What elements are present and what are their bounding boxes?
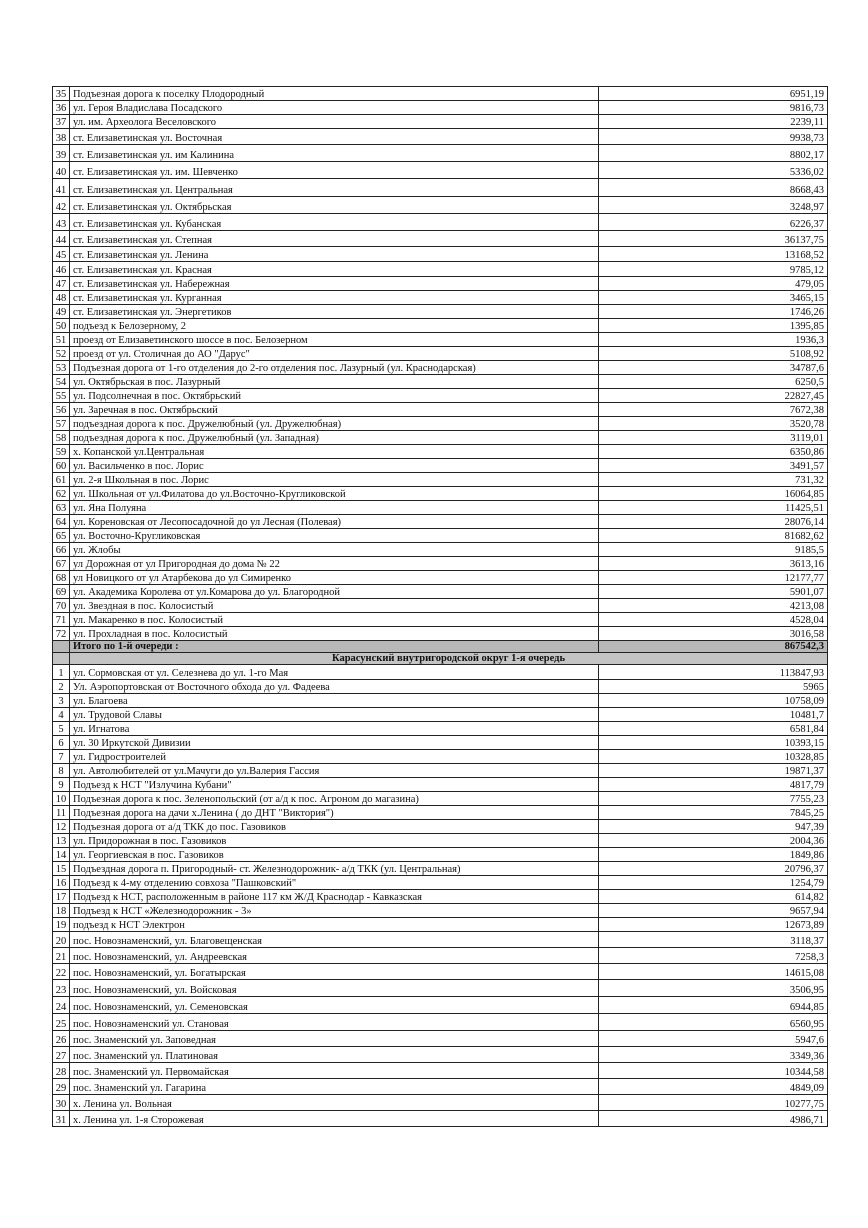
total-row: [53, 641, 828, 653]
table-row: [53, 543, 828, 557]
table-row: [53, 459, 828, 473]
table-row: [53, 862, 828, 876]
road-value: 11425,51: [599, 501, 828, 515]
road-value: 12673,89: [599, 918, 828, 932]
road-value: 6250,5: [599, 375, 828, 389]
road-value: 7258,3: [599, 948, 828, 964]
row-number: 28: [53, 1063, 70, 1079]
row-number: 71: [53, 613, 70, 627]
road-name: подъездная дорога к пос. Дружелюбный (ул. Дружелюбная): [70, 417, 599, 431]
road-value: 113847,93: [599, 665, 828, 680]
road-name: ул. Академика Королева от ул.Комарова до ул. Благородной: [70, 585, 599, 599]
row-number: 40: [53, 162, 70, 179]
road-value: 4817,79: [599, 778, 828, 792]
road-value: 9816,73: [599, 101, 828, 115]
road-name: ст. Елизаветинская ул. Кубанская: [70, 214, 599, 231]
row-number: 56: [53, 403, 70, 417]
road-value: 20796,37: [599, 862, 828, 876]
table-row: [53, 627, 828, 641]
road-name: пос. Новознаменский, ул. Благовещенская: [70, 932, 599, 948]
table-row: [53, 262, 828, 277]
road-value: 6350,86: [599, 445, 828, 459]
road-value: 947,39: [599, 820, 828, 834]
table-row: [53, 1014, 828, 1031]
road-value: 81682,62: [599, 529, 828, 543]
table-block-1: [53, 87, 828, 641]
road-value: 19871,37: [599, 764, 828, 778]
road-name: ул. Подсолнечная в пос. Октябрьский: [70, 389, 599, 403]
road-name: ул. Звездная в пос. Колосистый: [70, 599, 599, 613]
road-name: ул. Сормовская от ул. Селезнева до ул. 1-го Мая: [70, 665, 599, 680]
row-number: 61: [53, 473, 70, 487]
row-number: 1: [53, 665, 70, 680]
road-value: 5108,92: [599, 347, 828, 361]
road-value: 7672,38: [599, 403, 828, 417]
row-number: 48: [53, 291, 70, 305]
road-value: 6944,85: [599, 997, 828, 1014]
table-row: [53, 375, 828, 389]
row-number: 26: [53, 1031, 70, 1047]
road-name: ул. Благоева: [70, 694, 599, 708]
road-name: ст. Елизаветинская ул. Энергетиков: [70, 305, 599, 319]
row-number: 17: [53, 890, 70, 904]
row-number: 60: [53, 459, 70, 473]
table-row: [53, 501, 828, 515]
road-value: 614,82: [599, 890, 828, 904]
road-value: 1395,85: [599, 319, 828, 333]
road-value: 7755,23: [599, 792, 828, 806]
road-name: пос. Знаменский ул. Гагарина: [70, 1079, 599, 1095]
table-row: [53, 389, 828, 403]
road-value: 3613,16: [599, 557, 828, 571]
road-name: х. Ленина ул. 1-я Сторожевая: [70, 1111, 599, 1127]
table-row: [53, 179, 828, 197]
road-value: 28076,14: [599, 515, 828, 529]
row-number: 72: [53, 627, 70, 641]
table-row: [53, 792, 828, 806]
table-row: [53, 319, 828, 333]
table-row: [53, 848, 828, 862]
road-name: ул. Октябрьская в пос. Лазурный: [70, 375, 599, 389]
table-row: [53, 115, 828, 129]
row-number: 25: [53, 1014, 70, 1031]
table-row: [53, 736, 828, 750]
road-name: Подъезд к НСТ "Излучина Кубани": [70, 778, 599, 792]
road-value: 3520,78: [599, 417, 828, 431]
road-name: ул. Героя Владислава Посадского: [70, 101, 599, 115]
row-number: 62: [53, 487, 70, 501]
table-row: [53, 129, 828, 145]
row-number: 31: [53, 1111, 70, 1127]
row-number: 14: [53, 848, 70, 862]
road-value: 5947,6: [599, 1031, 828, 1047]
table-row: [53, 918, 828, 932]
road-name: Подъездная дорога п. Пригородный- ст. Железнодорожник- а/д ТКК (ул. Центральная): [70, 862, 599, 876]
table-row: [53, 722, 828, 736]
table-row: [53, 571, 828, 585]
road-name: ул. Трудовой Славы: [70, 708, 599, 722]
row-number: 19: [53, 918, 70, 932]
table-row: [53, 665, 828, 680]
road-value: 3491,57: [599, 459, 828, 473]
table-row: [53, 948, 828, 964]
section-num-cell: [53, 653, 70, 665]
road-name: пос. Знаменский ул. Заповедная: [70, 1031, 599, 1047]
row-number: 22: [53, 964, 70, 980]
road-value: 1849,86: [599, 848, 828, 862]
row-number: 70: [53, 599, 70, 613]
road-name: ст. Елизаветинская ул. Ленина: [70, 247, 599, 262]
road-name: Подъезная дорога к пос. Зеленопольский (от а/д к пос. Агроном до магазина): [70, 792, 599, 806]
row-number: 12: [53, 820, 70, 834]
road-value: 14615,08: [599, 964, 828, 980]
road-value: 9657,94: [599, 904, 828, 918]
road-name: ул. Макаренко в пос. Колосистый: [70, 613, 599, 627]
table-row: [53, 980, 828, 997]
row-number: 7: [53, 750, 70, 764]
table-row: [53, 291, 828, 305]
road-value: 4213,08: [599, 599, 828, 613]
table-row: [53, 750, 828, 764]
table-row: [53, 162, 828, 179]
road-name: пос. Новознаменский, ул. Андреевская: [70, 948, 599, 964]
table-row: [53, 101, 828, 115]
total-num-cell: [53, 641, 70, 653]
row-number: 46: [53, 262, 70, 277]
row-number: 39: [53, 145, 70, 162]
row-number: 38: [53, 129, 70, 145]
road-value: 3016,58: [599, 627, 828, 641]
table-row: [53, 214, 828, 231]
table-row: [53, 1047, 828, 1063]
row-number: 21: [53, 948, 70, 964]
road-value: 10344,58: [599, 1063, 828, 1079]
road-value: 3349,36: [599, 1047, 828, 1063]
table-row: [53, 1111, 828, 1127]
road-name: ст. Елизаветинская ул. Красная: [70, 262, 599, 277]
row-number: 24: [53, 997, 70, 1014]
road-name: ул. Придорожная в пос. Газовиков: [70, 834, 599, 848]
road-value: 16064,85: [599, 487, 828, 501]
table-row: [53, 585, 828, 599]
table-row: [53, 417, 828, 431]
road-name: ст. Елизаветинская ул. им Калинина: [70, 145, 599, 162]
table-row: [53, 964, 828, 980]
road-value: 4849,09: [599, 1079, 828, 1095]
road-name: х. Ленина ул. Вольная: [70, 1095, 599, 1111]
table-row: [53, 834, 828, 848]
road-value: 5965: [599, 680, 828, 694]
road-value: 10481,7: [599, 708, 828, 722]
road-name: Подъезд к 4-му отделению совхоза "Пашковский": [70, 876, 599, 890]
table-row: [53, 431, 828, 445]
row-number: 66: [53, 543, 70, 557]
road-value: 10758,09: [599, 694, 828, 708]
table-row: [53, 890, 828, 904]
road-name: ул. Яна Полуяна: [70, 501, 599, 515]
road-name: подъездная дорога к пос. Дружелюбный (ул. Западная): [70, 431, 599, 445]
road-name: проезд от Елизаветинского шоссе в пос. Белозерном: [70, 333, 599, 347]
road-value: 8802,17: [599, 145, 828, 162]
row-number: 5: [53, 722, 70, 736]
row-number: 69: [53, 585, 70, 599]
road-name: пос. Знаменский ул. Платиновая: [70, 1047, 599, 1063]
road-name: ст. Елизаветинская ул. Набережная: [70, 277, 599, 291]
table-row: [53, 487, 828, 501]
table-row: [53, 473, 828, 487]
road-name: пос. Новознаменский, ул. Богатырская: [70, 964, 599, 980]
road-name: ст. Елизаветинская ул. им. Шевченко: [70, 162, 599, 179]
road-value: 3119,01: [599, 431, 828, 445]
road-value: 9938,73: [599, 129, 828, 145]
table-row: [53, 1095, 828, 1111]
row-number: 18: [53, 904, 70, 918]
table-row: [53, 997, 828, 1014]
row-number: 4: [53, 708, 70, 722]
table-row: [53, 347, 828, 361]
road-value: 6951,19: [599, 87, 828, 101]
row-number: 54: [53, 375, 70, 389]
road-name: ул. 2-я Школьная в пос. Лорис: [70, 473, 599, 487]
row-number: 49: [53, 305, 70, 319]
road-name: ул. Кореновская от Лесопосадочной до ул Лесная (Полевая): [70, 515, 599, 529]
road-name: пос. Новознаменский ул. Становая: [70, 1014, 599, 1031]
row-number: 53: [53, 361, 70, 375]
table-row: [53, 1079, 828, 1095]
row-number: 68: [53, 571, 70, 585]
table-row: [53, 806, 828, 820]
road-name: х. Копанской ул.Центральная: [70, 445, 599, 459]
row-number: 37: [53, 115, 70, 129]
table-summary-block: [53, 641, 828, 665]
row-number: 52: [53, 347, 70, 361]
road-name: Подъезная дорога от 1-го отделения до 2-го отделения пос. Лазурный (ул. Краснодарская): [70, 361, 599, 375]
row-number: 20: [53, 932, 70, 948]
road-name: ул. Гидростроителей: [70, 750, 599, 764]
road-value: 5336,02: [599, 162, 828, 179]
road-name: пос. Новознаменский, ул. Семеновская: [70, 997, 599, 1014]
road-name: ул. Автолюбителей от ул.Мачуги до ул.Валерия Гассия: [70, 764, 599, 778]
row-number: 65: [53, 529, 70, 543]
road-value: 3248,97: [599, 197, 828, 214]
road-value: 479,05: [599, 277, 828, 291]
row-number: 58: [53, 431, 70, 445]
row-number: 50: [53, 319, 70, 333]
road-value: 5901,07: [599, 585, 828, 599]
road-name: ст. Елизаветинская ул. Октябрьская: [70, 197, 599, 214]
road-name: ул. им. Археолога Веселовского: [70, 115, 599, 129]
road-name: Подъезная дорога к поселку Плодородный: [70, 87, 599, 101]
road-name: ул. Прохладная в пос. Колосистый: [70, 627, 599, 641]
road-value: 13168,52: [599, 247, 828, 262]
road-value: 12177,77: [599, 571, 828, 585]
road-name: ул. Георгиевская в пос. Газовиков: [70, 848, 599, 862]
row-number: 23: [53, 980, 70, 997]
row-number: 6: [53, 736, 70, 750]
table-row: [53, 247, 828, 262]
road-value: 6560,95: [599, 1014, 828, 1031]
row-number: 11: [53, 806, 70, 820]
road-name: пос. Знаменский ул. Первомайская: [70, 1063, 599, 1079]
row-number: 44: [53, 231, 70, 247]
table-row: [53, 599, 828, 613]
table-row: [53, 1063, 828, 1079]
table-row: [53, 87, 828, 101]
table-block-2: [53, 665, 828, 1127]
road-value: 731,32: [599, 473, 828, 487]
road-name: ул. Школьная от ул.Филатова до ул.Восточно-Кругликовской: [70, 487, 599, 501]
road-name: ст. Елизаветинская ул. Восточная: [70, 129, 599, 145]
road-value: 4528,04: [599, 613, 828, 627]
road-value: 1254,79: [599, 876, 828, 890]
road-value: 7845,25: [599, 806, 828, 820]
table-row: [53, 557, 828, 571]
road-name: ул. Игнатова: [70, 722, 599, 736]
table-row: [53, 764, 828, 778]
table-row: [53, 403, 828, 417]
road-value: 6226,37: [599, 214, 828, 231]
road-name: подъезд к НСТ Электрон: [70, 918, 599, 932]
road-name: проезд от ул. Столичная до АО "Дарус": [70, 347, 599, 361]
table-row: [53, 778, 828, 792]
road-value: 10277,75: [599, 1095, 828, 1111]
table-row: [53, 305, 828, 319]
road-value: 1746,26: [599, 305, 828, 319]
row-number: 30: [53, 1095, 70, 1111]
road-name: ст. Елизаветинская ул. Степная: [70, 231, 599, 247]
road-name: Подъезная дорога на дачи х.Ленина ( до ДНТ "Виктория"): [70, 806, 599, 820]
table-row: [53, 1031, 828, 1047]
table-row: [53, 613, 828, 627]
row-number: 2: [53, 680, 70, 694]
road-name: ул Новицкого от ул Атарбекова до ул Симиренко: [70, 571, 599, 585]
road-name: ул. Жлобы: [70, 543, 599, 557]
table-row: [53, 529, 828, 543]
section-title: Карасунский внутригородской округ 1-я очередь: [70, 653, 828, 665]
road-value: 36137,75: [599, 231, 828, 247]
table-row: [53, 445, 828, 459]
table-row: [53, 145, 828, 162]
road-value: 3465,15: [599, 291, 828, 305]
row-number: 51: [53, 333, 70, 347]
road-name: ул. Восточно-Кругликовская: [70, 529, 599, 543]
table-row: [53, 515, 828, 529]
row-number: 57: [53, 417, 70, 431]
road-value: 4986,71: [599, 1111, 828, 1127]
row-number: 29: [53, 1079, 70, 1095]
road-table: [52, 86, 828, 1127]
road-list-sheet: [52, 86, 828, 1127]
road-name: Подъезд к НСТ, расположенным в районе 117 км Ж/Д Краснодар - Кавказская: [70, 890, 599, 904]
road-name: ул Дорожная от ул Пригородная до дома № 22: [70, 557, 599, 571]
road-value: 10328,85: [599, 750, 828, 764]
road-name: ул. 30 Иркутской Дивизии: [70, 736, 599, 750]
row-number: 9: [53, 778, 70, 792]
row-number: 41: [53, 179, 70, 197]
row-number: 13: [53, 834, 70, 848]
row-number: 16: [53, 876, 70, 890]
row-number: 36: [53, 101, 70, 115]
road-value: 22827,45: [599, 389, 828, 403]
road-value: 6581,84: [599, 722, 828, 736]
row-number: 55: [53, 389, 70, 403]
table-row: [53, 694, 828, 708]
section-row: [53, 653, 828, 665]
road-value: 10393,15: [599, 736, 828, 750]
road-name: Ул. Аэропортовская от Восточного обхода до ул. Фадеева: [70, 680, 599, 694]
table-row: [53, 932, 828, 948]
table-row: [53, 231, 828, 247]
road-value: 3118,37: [599, 932, 828, 948]
road-value: 9785,12: [599, 262, 828, 277]
road-value: 8668,43: [599, 179, 828, 197]
road-name: подъезд к Белозерному, 2: [70, 319, 599, 333]
road-name: Подъезд к НСТ «Железнодорожник - 3»: [70, 904, 599, 918]
row-number: 10: [53, 792, 70, 806]
table-row: [53, 820, 828, 834]
table-row: [53, 197, 828, 214]
table-row: [53, 333, 828, 347]
table-row: [53, 904, 828, 918]
total-label: Итого по 1-й очереди :: [70, 641, 599, 653]
road-value: 9185,5: [599, 543, 828, 557]
row-number: 45: [53, 247, 70, 262]
row-number: 67: [53, 557, 70, 571]
table-row: [53, 361, 828, 375]
row-number: 43: [53, 214, 70, 231]
road-value: 2239,11: [599, 115, 828, 129]
road-name: ул. Заречная в пос. Октябрьский: [70, 403, 599, 417]
table-row: [53, 277, 828, 291]
row-number: 59: [53, 445, 70, 459]
total-value: 867542,3: [599, 641, 828, 653]
road-name: ст. Елизаветинская ул. Курганная: [70, 291, 599, 305]
row-number: 35: [53, 87, 70, 101]
row-number: 8: [53, 764, 70, 778]
table-row: [53, 876, 828, 890]
row-number: 64: [53, 515, 70, 529]
row-number: 15: [53, 862, 70, 876]
row-number: 47: [53, 277, 70, 291]
table-row: [53, 680, 828, 694]
road-name: ул. Васильченко в пос. Лорис: [70, 459, 599, 473]
road-value: 2004,36: [599, 834, 828, 848]
row-number: 63: [53, 501, 70, 515]
road-value: 3506,95: [599, 980, 828, 997]
road-name: ст. Елизаветинская ул. Центральная: [70, 179, 599, 197]
road-value: 1936,3: [599, 333, 828, 347]
road-value: 34787,6: [599, 361, 828, 375]
row-number: 42: [53, 197, 70, 214]
table-row: [53, 708, 828, 722]
row-number: 27: [53, 1047, 70, 1063]
road-name: пос. Новознаменский, ул. Войсковая: [70, 980, 599, 997]
road-name: Подъезная дорога от а/д ТКК до пос. Газовиков: [70, 820, 599, 834]
row-number: 3: [53, 694, 70, 708]
